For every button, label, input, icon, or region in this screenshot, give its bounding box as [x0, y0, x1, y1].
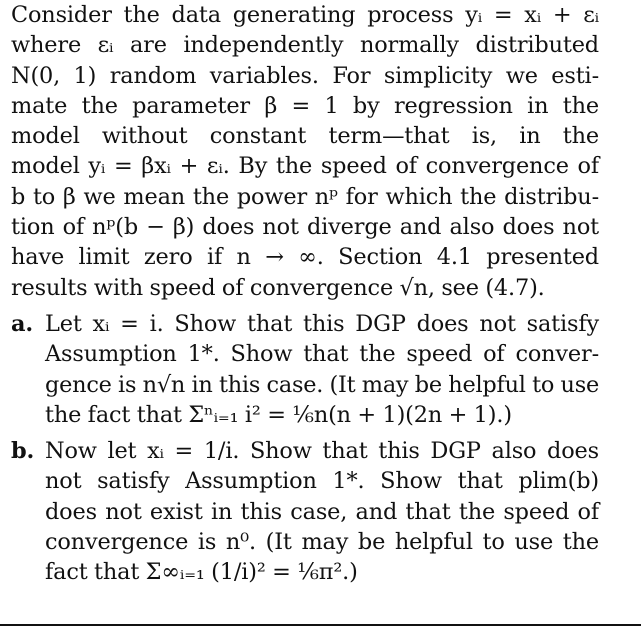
text-line: Assumption 1*. Show that the speed of conver-: [45, 341, 599, 368]
text-line: have limit zero if n → ∞. Section 4.1 presented: [11, 244, 599, 271]
exercise-item-b: [11, 436, 599, 587]
text-line: N(0, 1) random variables. For simplicity we esti-: [11, 62, 599, 89]
text-line: Now let xᵢ = 1/i. Show that this DGP also does: [45, 438, 599, 465]
text-line: tion of nᵖ(b − β) does not diverge and also does not: [11, 214, 599, 241]
text-line: gence is n√n in this case. (It may be helpful to use: [45, 371, 599, 398]
text-line: results with speed of convergence √n, see (4.7).: [11, 274, 545, 301]
item-label: b.: [11, 438, 35, 465]
exercise-item-a: [11, 309, 599, 430]
text-line: Consider the data generating process yᵢ = xᵢ + εᵢ: [11, 2, 599, 28]
text-line: model yᵢ = βxᵢ + εᵢ. By the speed of convergence of: [11, 153, 599, 180]
text-line: model without constant term—that is, in the: [11, 123, 599, 150]
text-line: convergence is n⁰. (It may be helpful to use the: [45, 529, 599, 556]
bottom-rule: [0, 624, 641, 626]
exercise-text: [11, 0, 599, 588]
text-line: the fact that Σⁿᵢ₌₁ i² = ⅙n(n + 1)(2n + 1).): [45, 401, 512, 428]
text-line: fact that Σ∞ᵢ₌₁ (1/i)² = ⅙π².): [45, 559, 358, 586]
text-line: b to β we mean the power nᵖ for which the distribu-: [11, 183, 599, 210]
item-label: a.: [11, 310, 34, 337]
text-line: mate the parameter β = 1 by regression in the: [11, 92, 599, 119]
text-line: Let xᵢ = i. Show that this DGP does not satisfy: [45, 310, 599, 337]
text-line: where εᵢ are independently normally distributed: [11, 32, 599, 59]
text-line: does not exist in this case, and that the speed of: [45, 498, 599, 525]
text-line: not satisfy Assumption 1*. Show that plim(b): [45, 468, 599, 495]
intro-paragraph: [11, 0, 599, 303]
